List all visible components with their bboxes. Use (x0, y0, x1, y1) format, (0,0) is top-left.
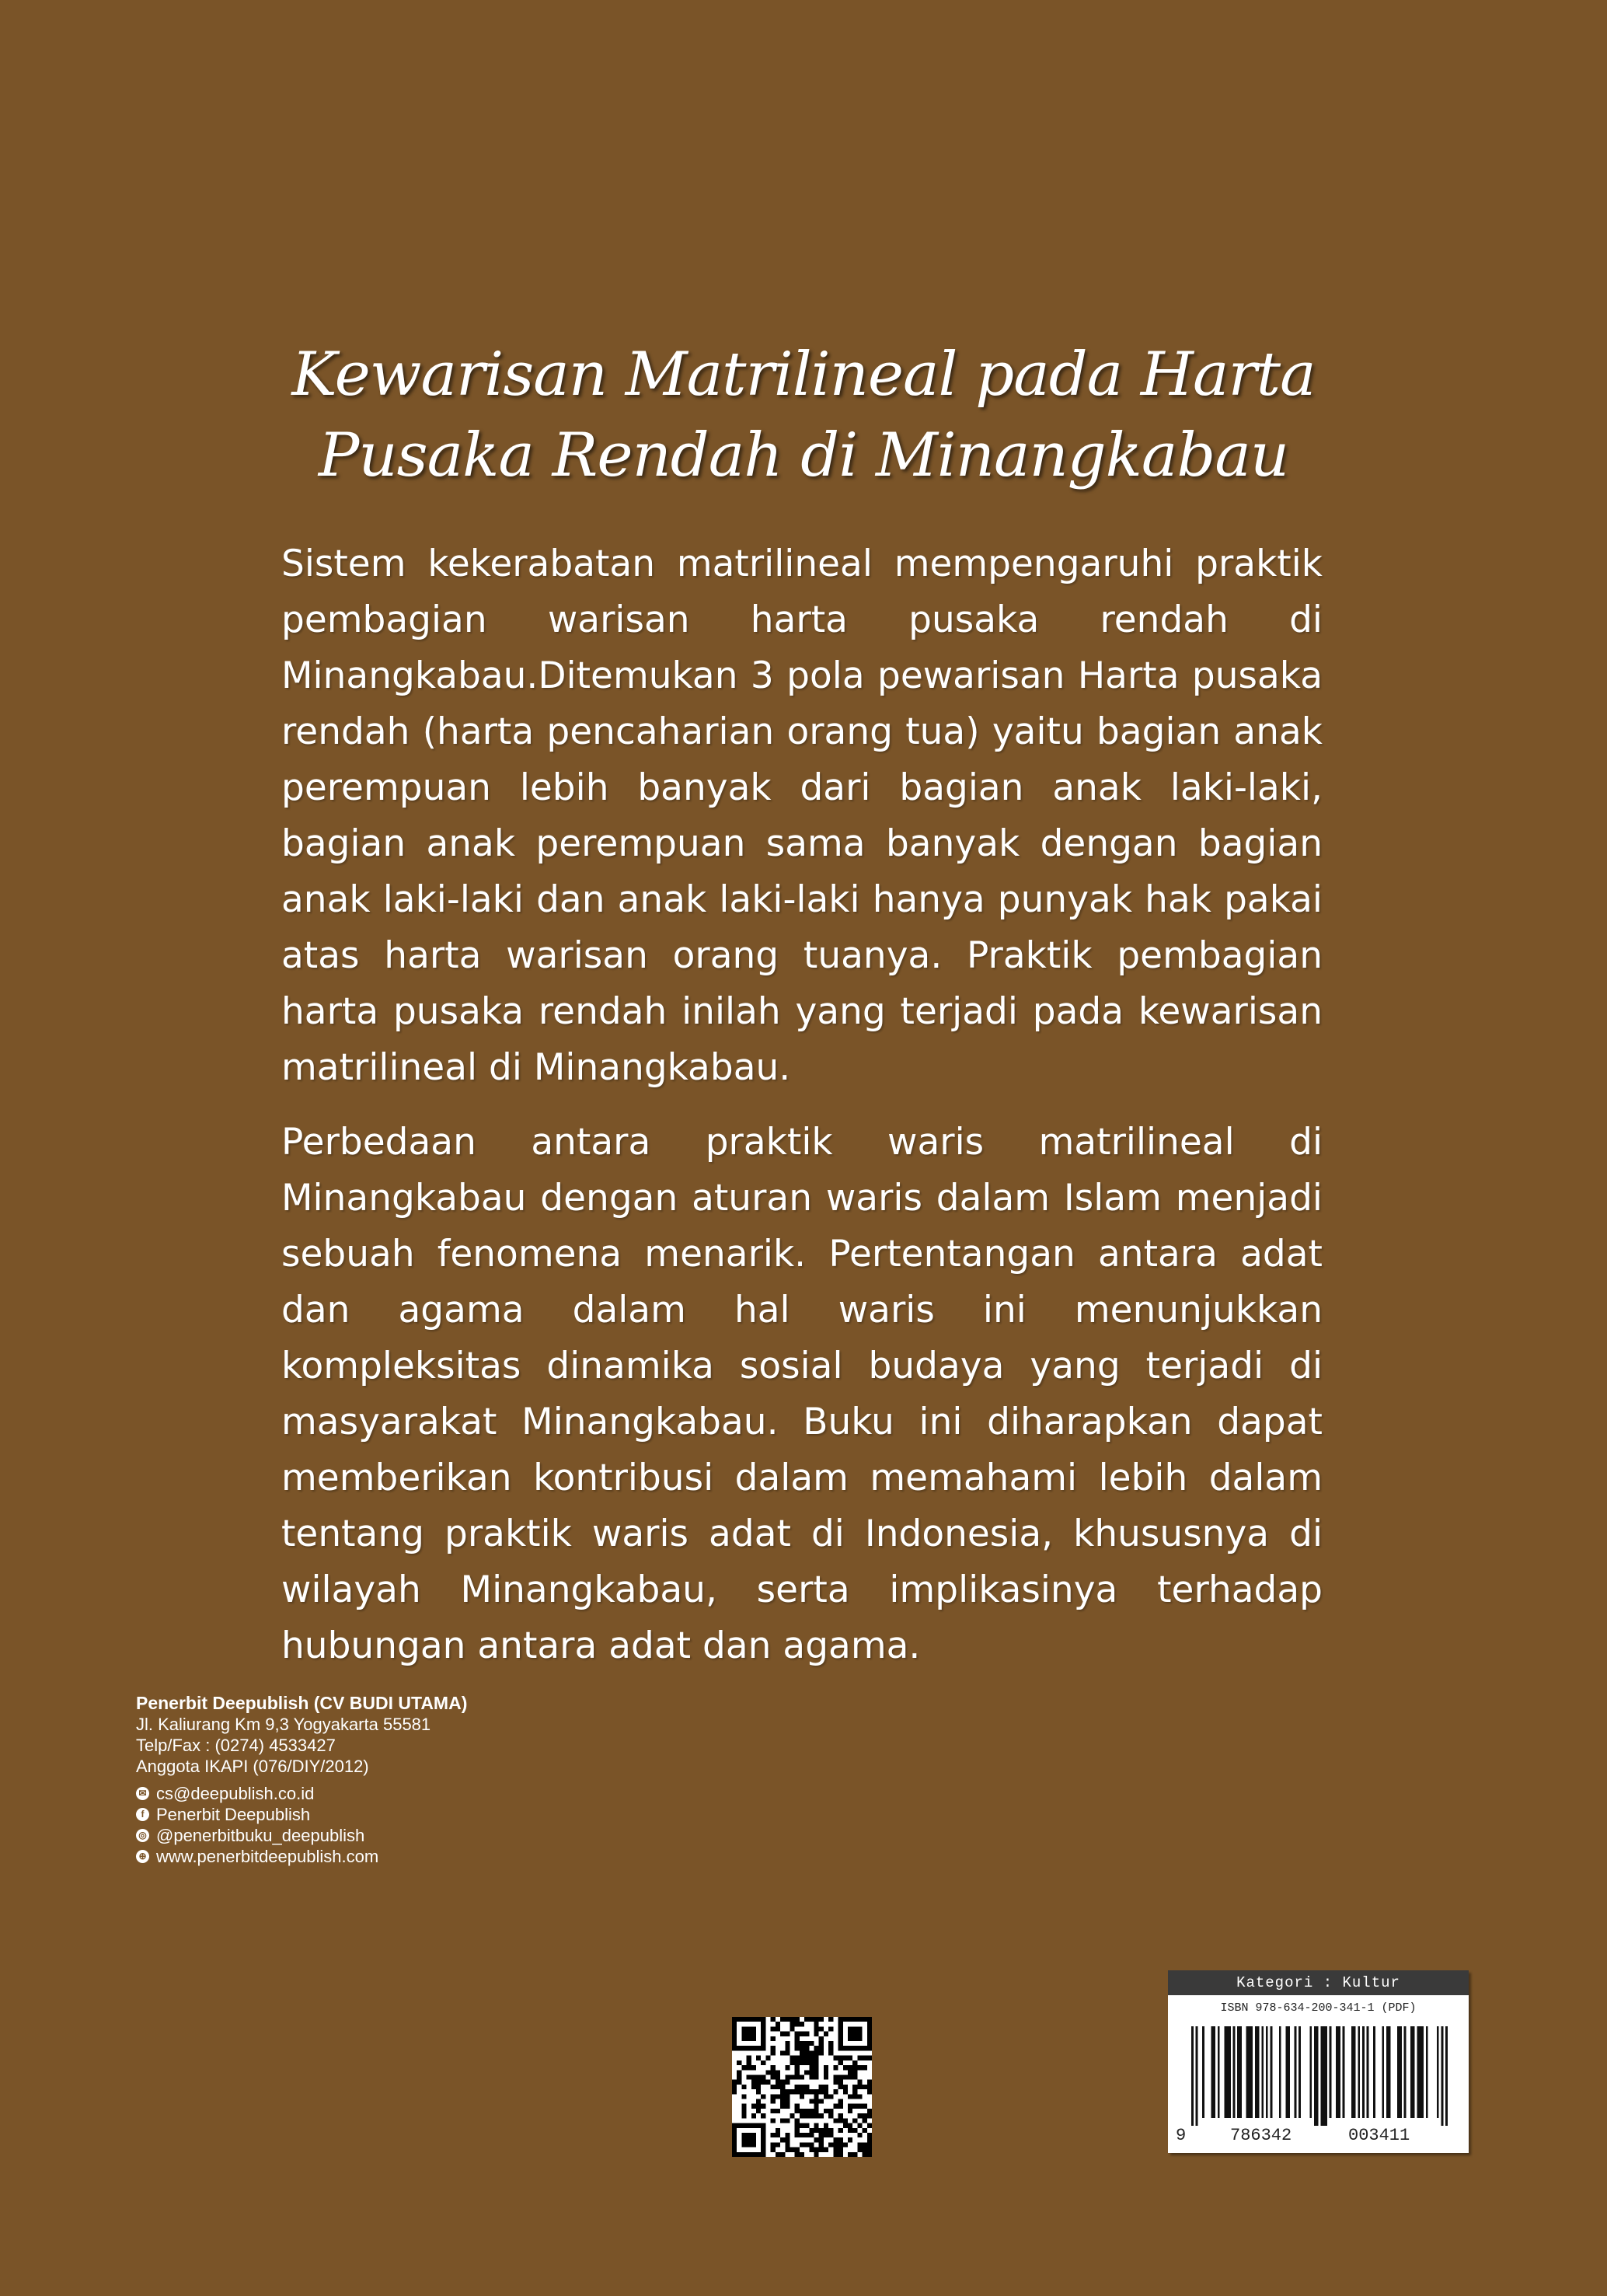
publisher-info (136, 1693, 680, 1867)
facebook-icon: f (136, 1808, 149, 1821)
title-line-2: Pusaka Rendah di Minangkabau (318, 420, 1289, 490)
barcode-digits (1168, 2124, 1469, 2148)
qr-code-icon (732, 2017, 872, 2157)
publisher-address: Jl. Kaliurang Km 9,3 Yogyakarta 55581 (136, 1715, 431, 1734)
isbn-number: ISBN 978-634-200-341-1 (PDF) (1220, 2001, 1417, 2015)
synopsis-paragraph-2: Perbedaan antara praktik waris matrilineal di Minangkabau dengan aturan waris dalam Islam menjadi sebuah fenomena menarik. Pertentangan antara adat dan agama dalam hal waris ini menunjukkan kompleksitas dinamika sosial budaya yang terjadi di masyarakat Minangkabau. Buku ini diharapkan dapat memberikan kontribusi dalam memahami lebih dalam tentang praktik waris adat di Indonesia, khususnya di wilayah Minangkabau, serta implikasinya terhadap hubungan antara adat dan agama. (281, 1121, 1323, 1667)
instagram-icon: ◎ (136, 1829, 149, 1842)
barcode-digit-group-1: 786342 (1230, 2126, 1292, 2145)
contact-email[interactable] (136, 1783, 680, 1804)
contact-instagram[interactable] (136, 1825, 680, 1846)
synopsis-paragraph-1: Sistem kekerabatan matrilineal mempengaruhi praktik pembagian warisan harta pusaka rendah di Minangkabau.Ditemukan 3 pola pewarisan Harta pusaka rendah (harta pencaharian orang tua) yaitu bagian anak perempuan lebih banyak dari bagian anak laki-laki, bagian anak perempuan sama banyak dengan bagian anak laki-laki dan anak laki-laki hanya punyak hak pakai atas harta warisan orang tuanya. Praktik pembagian harta pusaka rendah inilah yang terjadi pada kewarisan matrilineal di Minangkabau. (281, 543, 1323, 1089)
publisher-phone: Telp/Fax : (0274) 4533427 (136, 1736, 336, 1755)
synopsis (281, 536, 1323, 1693)
contact-facebook-text: Penerbit Deepublish (156, 1805, 311, 1824)
book-category: Kategori : Kultur (1168, 1970, 1469, 1995)
barcode-icon (1191, 2026, 1448, 2126)
publisher-contacts (136, 1783, 680, 1867)
email-icon: ✉ (136, 1787, 149, 1800)
book-title (179, 334, 1428, 496)
contact-facebook[interactable] (136, 1804, 680, 1825)
isbn-barcode-box (1168, 1970, 1469, 2153)
contact-email-text: cs@deepublish.co.id (156, 1784, 315, 1803)
web-icon: ⊕ (136, 1850, 149, 1863)
barcode-digit-group-2: 003411 (1348, 2126, 1410, 2145)
contact-website-text: www.penerbitdeepublish.com (156, 1847, 379, 1866)
publisher-name: Penerbit Deepublish (CV BUDI UTAMA) (136, 1693, 468, 1713)
publisher-membership: Anggota IKAPI (076/DIY/2012) (136, 1757, 369, 1776)
contact-instagram-text: @penerbitbuku_deepublish (156, 1826, 365, 1845)
title-line-1: Kewarisan Matrilineal pada Harta (291, 340, 1316, 410)
barcode-digit-prefix: 9 (1176, 2126, 1187, 2145)
qr-code[interactable] (732, 2017, 872, 2157)
contact-website[interactable] (136, 1846, 680, 1867)
